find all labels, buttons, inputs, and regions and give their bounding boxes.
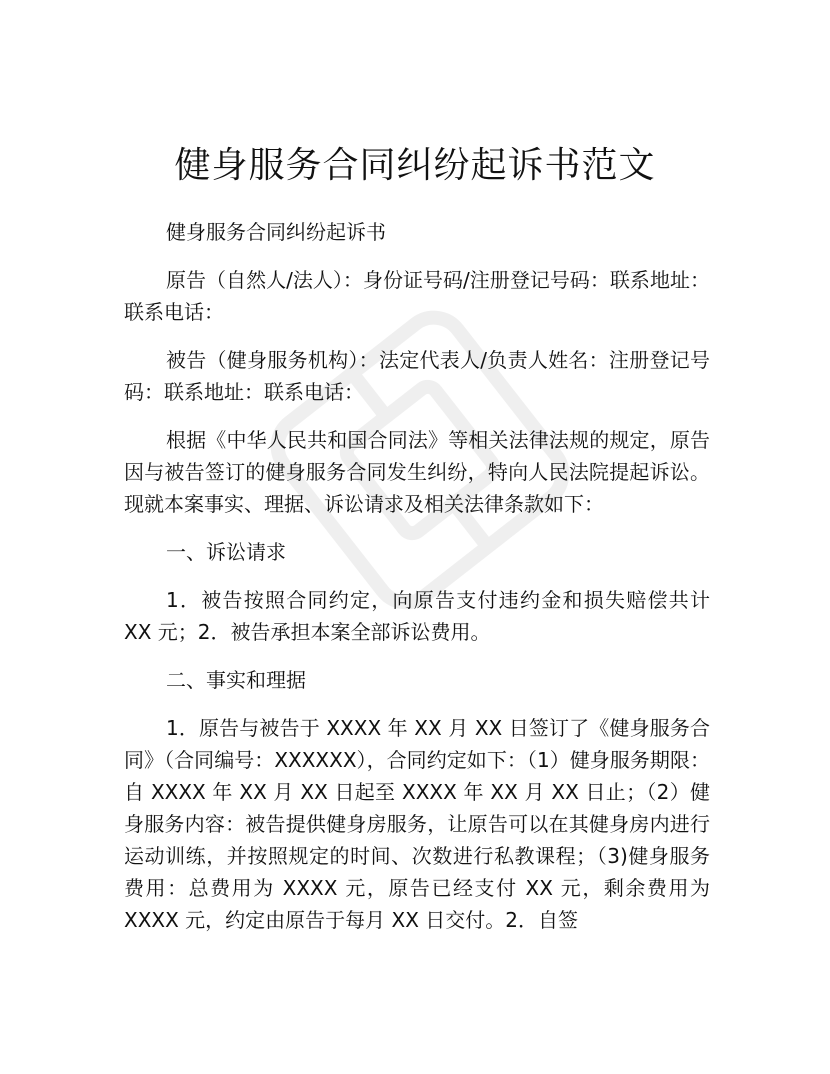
paragraph-defendant: 被告（健身服务机构）：法定代表人/负责人姓名：注册登记号码：联系地址：联系电话： — [124, 348, 710, 404]
document-body — [124, 216, 710, 952]
paragraph-claims: 1．被告按照合同约定，向原告支付违约金和损失赔偿共计 XX 元；2．被告承担本案全部诉讼费用。 — [124, 588, 710, 644]
paragraph-plaintiff: 原告（自然人/法人）：身份证号码/注册登记号码：联系地址：联系电话： — [124, 268, 710, 324]
paragraph-facts: 1．原告与被告于 XXXX 年 XX 月 XX 日签订了《健身服务合同》（合同编号：XXXXXX），合同约定如下：（1）健身服务期限：自 XXXX 年 XX 月 XX 日起至 XXXX 年 XX 月 XX 日止；（2）健身服务内容：被告提供健身房服务，让原告可以在其健身房内进行运动训练，并按照规定的时间、次数进行私教课程；（3)健身服务费用：总费用为 XXXX 元，原告已经支付 XX 元，剩余费用为 XXXX 元，约定由原告于每月 XX 日交付。2．自签 — [124, 716, 710, 932]
paragraph-subtitle: 健身服务合同纠纷起诉书 — [166, 220, 386, 244]
document-title: 健身服务合同纠纷起诉书范文 — [174, 145, 656, 186]
section-heading-facts: 二、事实和理据 — [166, 668, 306, 692]
section-heading-claims: 一、诉讼请求 — [166, 540, 286, 564]
paragraph-intro: 根据《中华人民共和国合同法》等相关法律法规的规定，原告因与被告签订的健身服务合同发生纠纷，特向人民法院提起诉讼。现就本案事实、理据、诉讼请求及相关法律条款如下： — [124, 428, 710, 516]
